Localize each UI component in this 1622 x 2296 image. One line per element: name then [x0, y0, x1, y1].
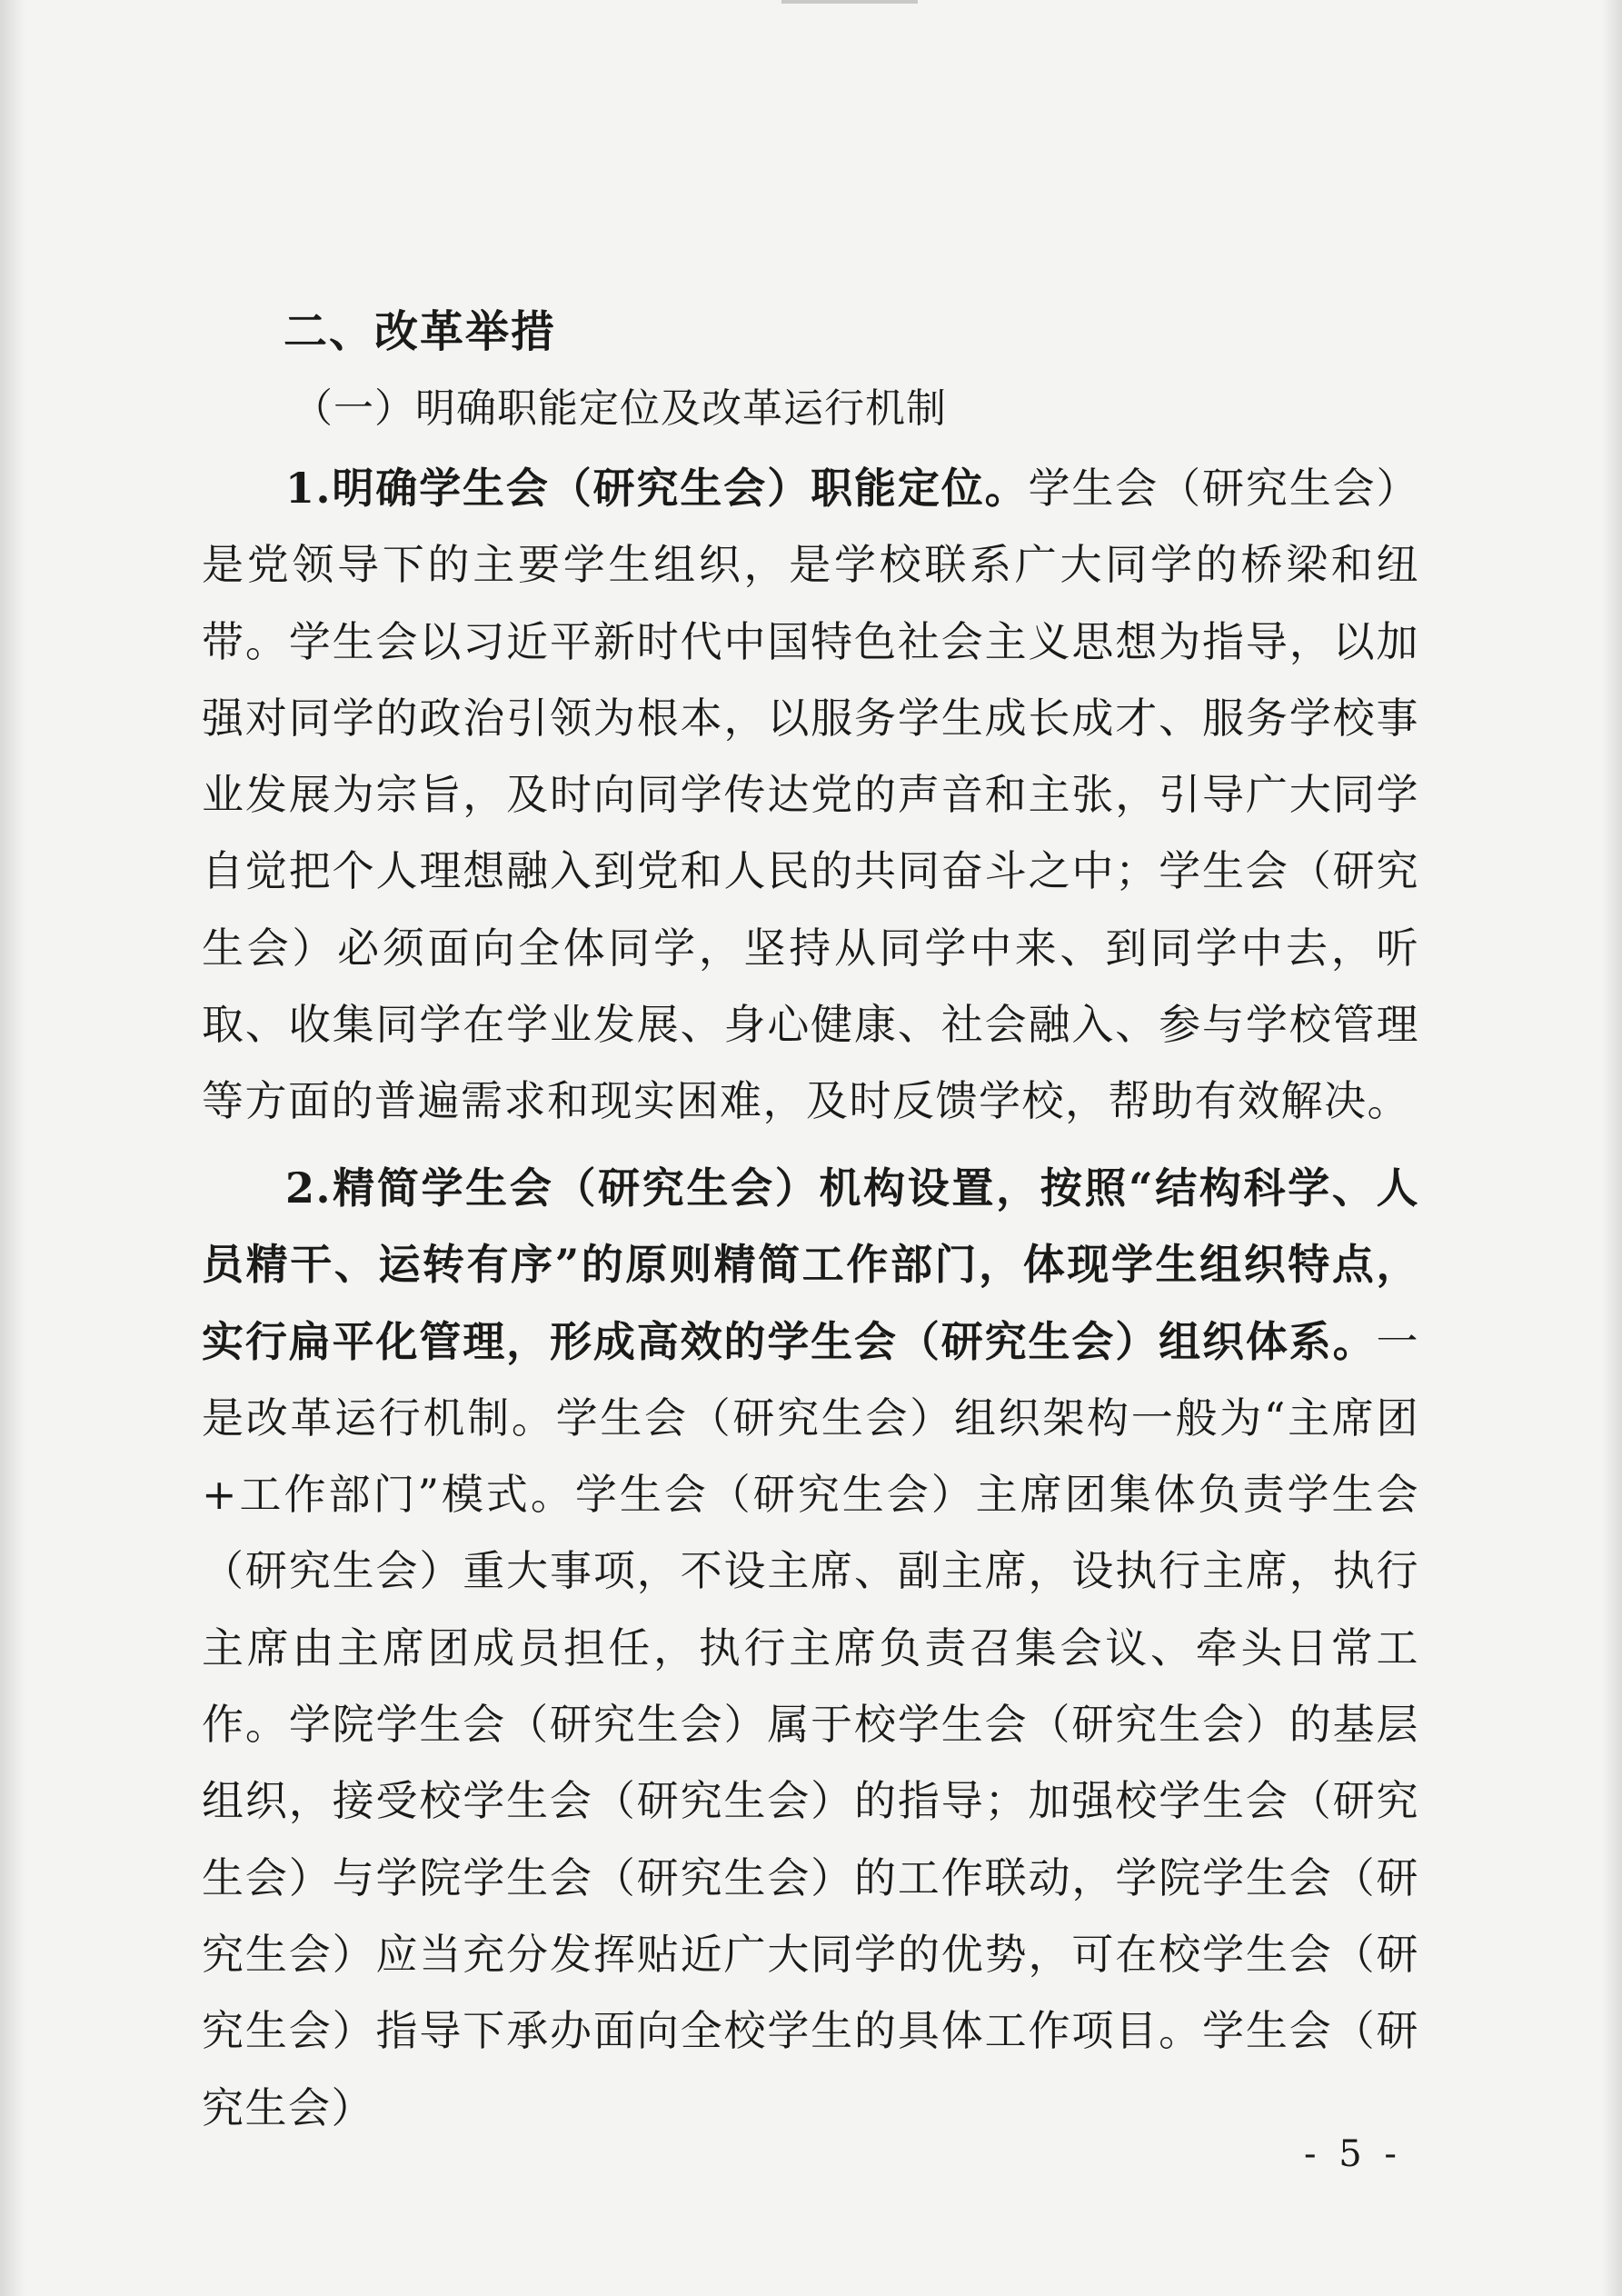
paragraph-2 — [202, 1150, 1419, 2146]
page-number: - 5 - — [1304, 2133, 1402, 2175]
subsection-heading: （一）明确职能定位及改革运行机制 — [293, 385, 947, 432]
paragraph-1-lead: 1.明确学生会（研究生会）职能定位。 — [285, 464, 1029, 513]
section-heading: 二、改革举措 — [284, 306, 557, 357]
paragraph-1-body: 学生会（研究生会）是党领导下的主要学生组织，是学校联系广大同学的桥梁和纽带。学生会以习近平新时代中国特色社会主义思想为指导，以加强对同学的政治引领为根本，以服务学生成长成才、服务学校事业发展为宗旨，及时向同学传达党的声音和主张，引导广大同学自觉把个人理想融入到党和人民的共同奋斗之中；学生会（研究生会）必须面向全体同学，坚持从同学中来、到同学中去，听取、收集同学在学业发展、身心健康、社会融入、参与学校管理等方面的普遍需求和现实困难，及时反馈学校，帮助有效解决。 — [202, 464, 1419, 1126]
paragraph-1 — [202, 450, 1419, 1140]
scan-edge-left — [0, 0, 25, 2296]
paragraph-2-lead: 2.精简学生会（研究生会）机构设置，按照“结构科学、人员精干、运转有序”的原则精简工作部门，体现学生组织特点，实行扁平化管理，形成高效的学生会（研究生会）组织体系。 — [202, 1163, 1419, 1366]
scan-edge-right — [1602, 0, 1622, 2296]
paragraph-2-body: 一是改革运行机制。学生会（研究生会）组织架构一般为“主席团+工作部门”模式。学生会（研究生会）主席团集体负责学生会（研究生会）重大事项，不设主席、副主席，设执行主席，执行主席由主席团成员担任，执行主席负责召集会议、牵头日常工作。学院学生会（研究生会）属于校学生会（研究生会）的基层组织，接受校学生会（研究生会）的指导；加强校学生会（研究生会）与学院学生会（研究生会）的工作联动，学院学生会（研究生会）应当充分发挥贴近广大同学的优势，可在校学生会（研究生会）指导下承办面向全校学生的具体工作项目。学生会（研究生会） — [202, 1316, 1419, 2132]
scan-top-mark — [781, 0, 918, 4]
